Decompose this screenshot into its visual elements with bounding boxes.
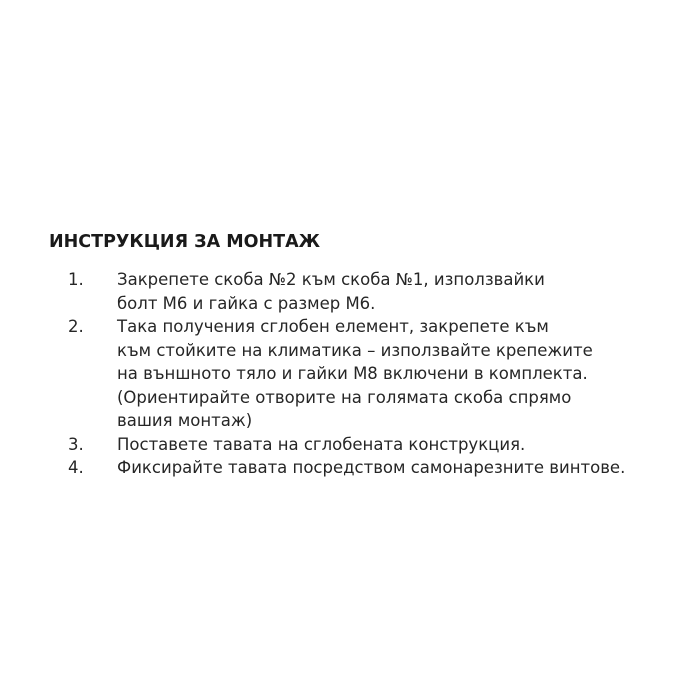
document-title: ИНСТРУКЦИЯ ЗА МОНТАЖ (49, 232, 321, 252)
step-number: 3. (68, 434, 84, 454)
instruction-steps-list (49, 268, 679, 480)
step-number: 4. (68, 458, 84, 477)
step-text (117, 315, 679, 433)
step-text-line: Фиксирайте тавата посредством самонарезните винтове. (117, 458, 626, 477)
step-text-line: вашия монтаж) (117, 411, 253, 430)
step-text-line: Така получения сглобен елемент, закрепете към (117, 317, 549, 336)
step-text-line: Закрепете скоба №2 към скоба №1, използвайки (117, 270, 545, 289)
step-text (117, 433, 679, 457)
step-text-line: към стойките на климатика – използвайте крепежите (117, 340, 593, 360)
step-text-line: болт М6 и гайка с размер М6. (117, 293, 376, 313)
step-text (117, 456, 679, 480)
step-text (117, 268, 679, 315)
instruction-step (49, 433, 679, 457)
instruction-step (49, 315, 679, 433)
step-text-line: (Ориентирайте отворите на голямата скоба спрямо (117, 387, 572, 407)
step-number: 2. (68, 317, 84, 336)
instruction-document (49, 230, 679, 480)
step-text-line: Поставете тавата на сглобената конструкция. (117, 434, 526, 454)
step-number: 1. (68, 270, 84, 289)
step-text-line: на външното тяло и гайки М8 включени в комплекта. (117, 364, 588, 383)
instruction-step (49, 268, 679, 315)
instruction-step (49, 456, 679, 480)
